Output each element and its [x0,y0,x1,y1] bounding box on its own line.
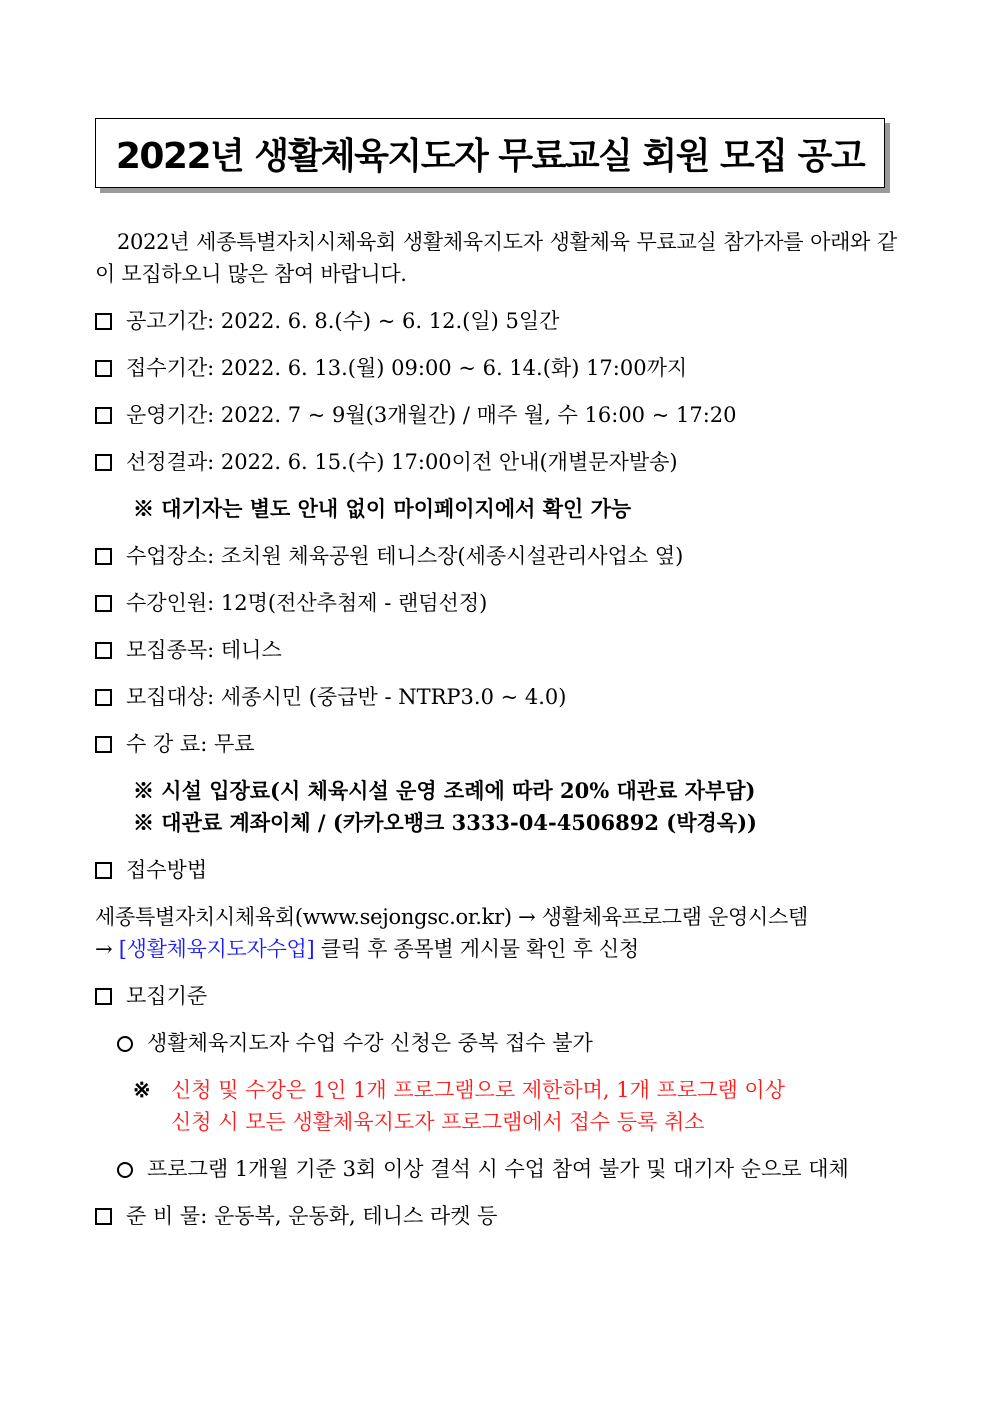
location-item [95,540,897,572]
criteria-warning-line-1: 신청 및 수강은 1인 1개 프로그램으로 제한하며, 1개 프로그램 이상 [171,1078,785,1102]
supplies-text: 준 비 물: 운동복, 운동화, 테니스 라켓 등 [126,1204,498,1228]
criteria-warning-line-2: 신청 시 모든 생활체육지도자 프로그램에서 접수 등록 취소 [171,1110,705,1134]
selection-note: ※ 대기자는 별도 안내 없이 마이페이지에서 확인 가능 [133,496,632,521]
criteria-sub-text-2: 프로그램 1개월 기준 3회 이상 결석 시 수업 참여 불가 및 대기자 순으로 대체 [147,1157,849,1181]
criteria-sub-item-2 [95,1153,897,1185]
location-text: 수업장소: 조치원 체육공원 테니스장(세종시설관리사업소 옆) [126,544,684,568]
criteria-sub-item-1 [95,1027,897,1059]
checkbox-square-icon [95,862,112,879]
sport-text: 모집종목: 테니스 [126,638,282,662]
method-line-1: 세종특별자치시체육회(www.sejongsc.or.kr) → 생활체육프로그램 운영시스템 [95,905,808,929]
reference-mark-icon: ※ [133,1077,151,1102]
circle-bullet-icon [117,1036,133,1052]
intro-paragraph: 2022년 세종특별자치시체육회 생활체육지도자 생활체육 무료교실 참가자를 아래와 같이 모집하오니 많은 참여 바랍니다. [95,230,897,286]
method-heading: 접수방법 [126,858,208,882]
arrow-icon: → [95,937,113,961]
circle-bullet-icon [117,1162,133,1178]
checkbox-square-icon [95,988,112,1005]
criteria-warning-note [95,1074,897,1138]
target-text: 모집대상: 세종시민 (중급반 - NTRP3.0 ~ 4.0) [126,685,567,709]
checkbox-square-icon [95,548,112,565]
document-body [95,226,897,1247]
receipt-period-text: 접수기간: 2022. 6. 13.(월) 09:00 ~ 6. 14.(화) 17:00까지 [126,356,688,380]
capacity-text: 수강인원: 12명(전산추첨제 - 랜덤선정) [126,591,488,615]
fee-item [95,728,897,760]
criteria-sub-text-1: 생활체육지도자 수업 수강 신청은 중복 접수 불가 [147,1031,593,1055]
fee-note-facility: ※ 시설 입장료(시 체육시설 운영 조례에 따라 20% 대관료 자부담) [133,778,756,803]
checkbox-square-icon [95,642,112,659]
method-paragraph [95,901,897,965]
method-line-2-rest: 클릭 후 종목별 게시물 확인 후 신청 [320,937,639,961]
checkbox-square-icon [95,595,112,612]
announce-period-text: 공고기간: 2022. 6. 8.(수) ~ 6. 12.(일) 5일간 [126,309,560,333]
checkbox-square-icon [95,313,112,330]
fee-notes [95,775,897,839]
fee-text: 수 강 료: 무료 [126,732,255,756]
capacity-item [95,587,897,619]
checkbox-square-icon [95,689,112,706]
sport-item [95,634,897,666]
supplies-item [95,1200,897,1232]
receipt-period-item [95,352,897,384]
operation-period-text: 운영기간: 2022. 7 ~ 9월(3개월간) / 매주 월, 수 16:00 ~ 17:20 [126,403,737,427]
criteria-heading: 모집기준 [126,984,208,1008]
program-link[interactable]: [생활체육지도자수업] [118,937,315,961]
selection-result-text: 선정결과: 2022. 6. 15.(수) 17:00이전 안내(개별문자발송) [126,450,678,474]
operation-period-item [95,399,897,431]
fee-note-transfer: ※ 대관료 계좌이체 / (카카오뱅크 3333-04-4506892 (박경옥)) [133,810,757,835]
checkbox-square-icon [95,736,112,753]
checkbox-square-icon [95,407,112,424]
method-line-2 [95,933,897,965]
page-title: 2022년 생활체육지도자 무료교실 회원 모집 공고 [115,135,865,177]
announce-period-item [95,305,897,337]
title-box [95,118,885,188]
selection-result-item [95,446,897,478]
checkbox-square-icon [95,1208,112,1225]
checkbox-square-icon [95,360,112,377]
criteria-item [95,980,897,1012]
target-item [95,681,897,713]
checkbox-square-icon [95,454,112,471]
method-item [95,854,897,886]
